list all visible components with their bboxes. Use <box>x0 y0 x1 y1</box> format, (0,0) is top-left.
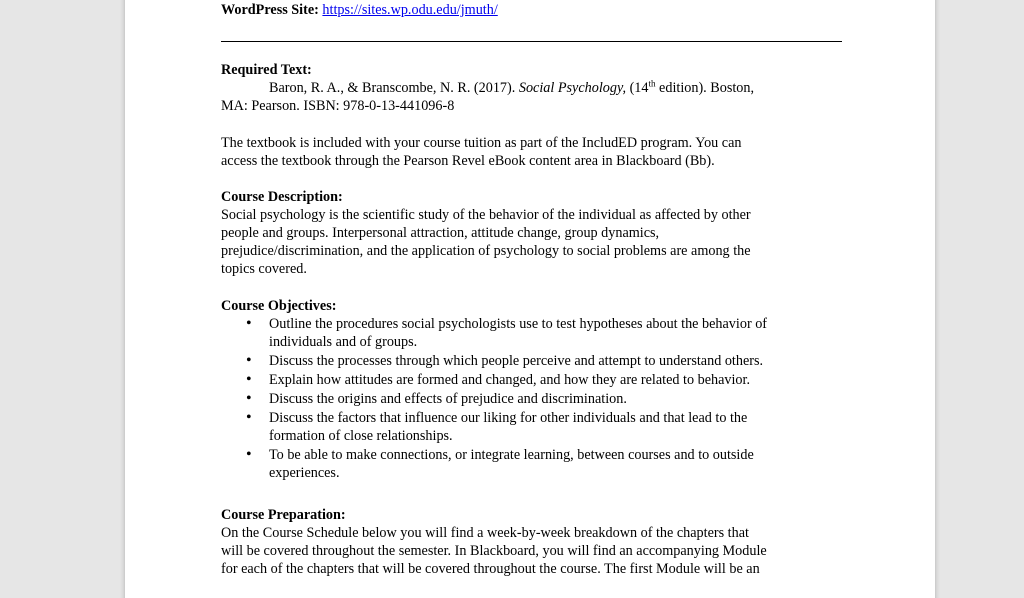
wordpress-site-line <box>221 1 498 19</box>
list-item: • Outline the procedures social psychologists use to test hypotheses about the behavior of individuals and of groups. <box>269 315 841 351</box>
objectives-list <box>221 315 841 482</box>
list-item: • Explain how attitudes are formed and changed, and how they are related to behavior. <box>269 371 841 389</box>
textbook-note: The textbook is included with your course tuition as part of the IncludED program. You can access the textbook through the Pearson Revel eBook content area in Blackboard (Bb). <box>221 135 742 169</box>
citation: Baron, R. A., & Branscombe, N. R. (2017). Social Psychology, (14th edition). Boston, <box>269 78 755 96</box>
list-item: • Discuss the processes through which people perceive and attempt to understand others. <box>269 352 841 370</box>
citation-line-2: MA: Pearson. ISBN: 978-0-13-441096-8 <box>221 98 455 114</box>
wordpress-site-link[interactable]: https://sites.wp.odu.edu/jmuth/ <box>322 2 498 18</box>
document-page <box>125 0 935 598</box>
wordpress-site-label: WordPress Site: <box>221 2 319 18</box>
list-item: • Discuss the origins and effects of prejudice and discrimination. <box>269 390 841 408</box>
course-description-heading: Course Description: <box>221 189 343 205</box>
course-preparation-heading: Course Preparation: <box>221 507 346 523</box>
course-objectives-heading: Course Objectives: <box>221 298 337 314</box>
required-text-section <box>221 61 841 115</box>
list-item: • To be able to make connections, or integrate learning, between courses and to outside experiences. <box>269 446 841 482</box>
course-description-section: Course Description: Social psychology is the scientific study of the behavior of the individual as affected by other people and groups. Interpersonal attraction, attitude change, group dynamics, prejudice/discrimination, and the application of psychology to social problems are among the topics covered. <box>221 188 841 278</box>
list-item: • Discuss the factors that influence our liking for other individuals and that lead to the formation of close relationships. <box>269 409 841 445</box>
horizontal-divider <box>221 41 842 42</box>
course-objectives-section <box>221 297 841 483</box>
course-preparation-section: Course Preparation: On the Course Schedule below you will find a week-by-week breakdown of the chapters that will be covered throughout the semester. In Blackboard, you will find an accompanying Module for each of the chapters that will be covered throughout the course. The first Module will be an <box>221 506 841 578</box>
required-text-heading: Required Text: <box>221 62 312 78</box>
